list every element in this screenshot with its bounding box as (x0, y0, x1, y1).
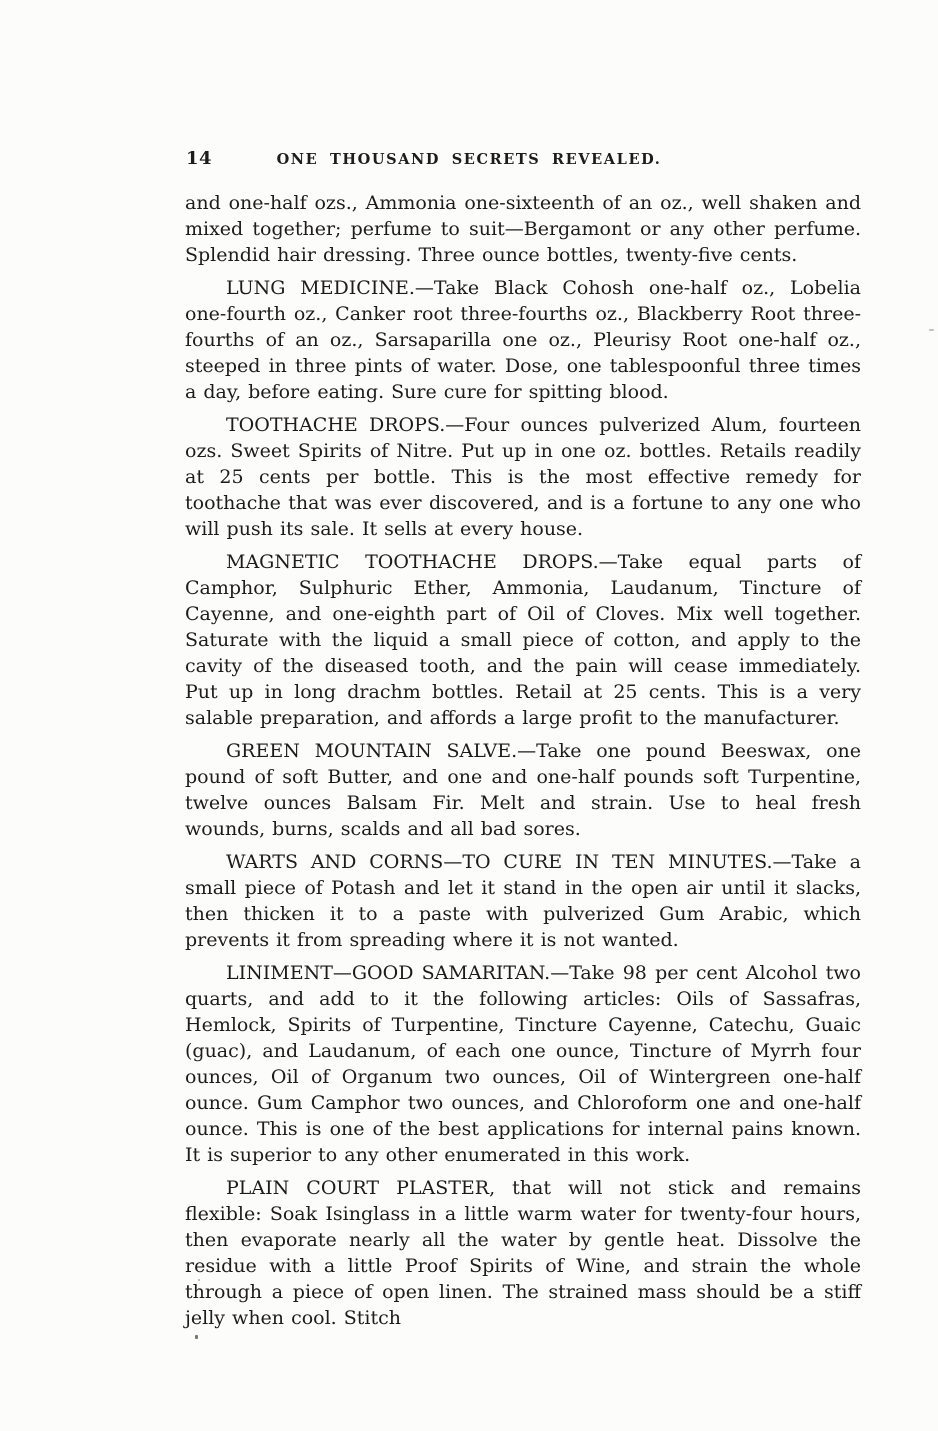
body-text (185, 190, 861, 1338)
paragraph-hair-dressing-continued: and one-half ozs., Ammonia one-sixteenth of an oz., well shaken and mixed together; perfume to suit—Bergamont or any other perfume. Splendid hair dressing. Three ounce bottles, twenty-five cents. (185, 192, 861, 266)
ink-speck (198, 1279, 200, 1281)
paragraph-lung-medicine: LUNG MEDICINE.—Take Black Cohosh one-half oz., Lobelia one-fourth oz., Canker root three-fourths oz., Blackberry Root three-fourths of an oz., Sarsaparilla one oz., Pleurisy Root one-half oz., steeped in three pints of water. Dose, one tablespoonful three times a day, before eating. Sure cure for spitting blood. (185, 277, 861, 403)
ink-speck (929, 329, 934, 331)
paragraph-magnetic-toothache-drops: MAGNETIC TOOTHACHE DROPS.—Take equal parts of Camphor, Sulphuric Ether, Ammonia, Laudanum, Tincture of Cayenne, and one-eighth part of Oil of Cloves. Mix well together. Saturate with the liquid a small piece of cotton, and apply to the cavity of the diseased tooth, and the pain will cease immediately. Put up in long drachm bottles. Retail at 25 cents. This is a very salable preparation, and affords a large profit to the manufacturer. (185, 551, 861, 729)
paragraph-toothache-drops: TOOTHACHE DROPS.—Four ounces pulverized Alum, fourteen ozs. Sweet Spirits of Nitre. Put up in one oz. bottles. Retails readily at 25 cents per bottle. This is the most effective remedy for toothache that was ever discovered, and is a fortune to any one who will push its sale. It sells at every house. (185, 414, 861, 540)
paragraph-plain-court-plaster: PLAIN COURT PLASTER, that will not stick and remains flexible: Soak Isinglass in a little warm water for twenty-four hours, then evaporate nearly all the water by gentle heat. Dissolve the residue with a little Proof Spirits of Wine, and strain the whole through a piece of open linen. The strained mass should be a stiff jelly when cool. Stitch (185, 1177, 861, 1329)
running-title: ONE THOUSAND SECRETS REVEALED. (276, 151, 662, 168)
page-number: 14 (186, 148, 213, 169)
paragraph-warts-and-corns: WARTS AND CORNS—TO CURE IN TEN MINUTES.—Take a small piece of Potash and let it stand in the open air until it slacks, then thicken it to a paste with pulverized Gum Arabic, which prevents it from spreading where it is not wanted. (185, 851, 861, 951)
paragraph-green-mountain-salve: GREEN MOUNTAIN SALVE.—Take one pound Beeswax, one pound of soft Butter, and one and one-half pounds soft Turpentine, twelve ounces Balsam Fir. Melt and strain. Use to heal fresh wounds, burns, scalds and all bad sores. (185, 740, 861, 840)
paragraph-liniment-good-samaritan: LINIMENT—GOOD SAMARITAN.—Take 98 per cent Alcohol two quarts, and add to it the following articles: Oils of Sassafras, Hemlock, Spirits of Turpentine, Tincture Cayenne, Catechu, Guaic (guac), and Laudanum, of each one ounce, Tincture of Myrrh four ounces, Oil of Organum two ounces, Oil of Wintergreen one-half ounce. Gum Camphor two ounces, and Chloroform one and one-half ounce. This is one of the best applications for internal pains known. It is superior to any other enumerated in this work. (185, 962, 861, 1166)
ink-speck (195, 1335, 198, 1339)
running-header (0, 148, 938, 174)
